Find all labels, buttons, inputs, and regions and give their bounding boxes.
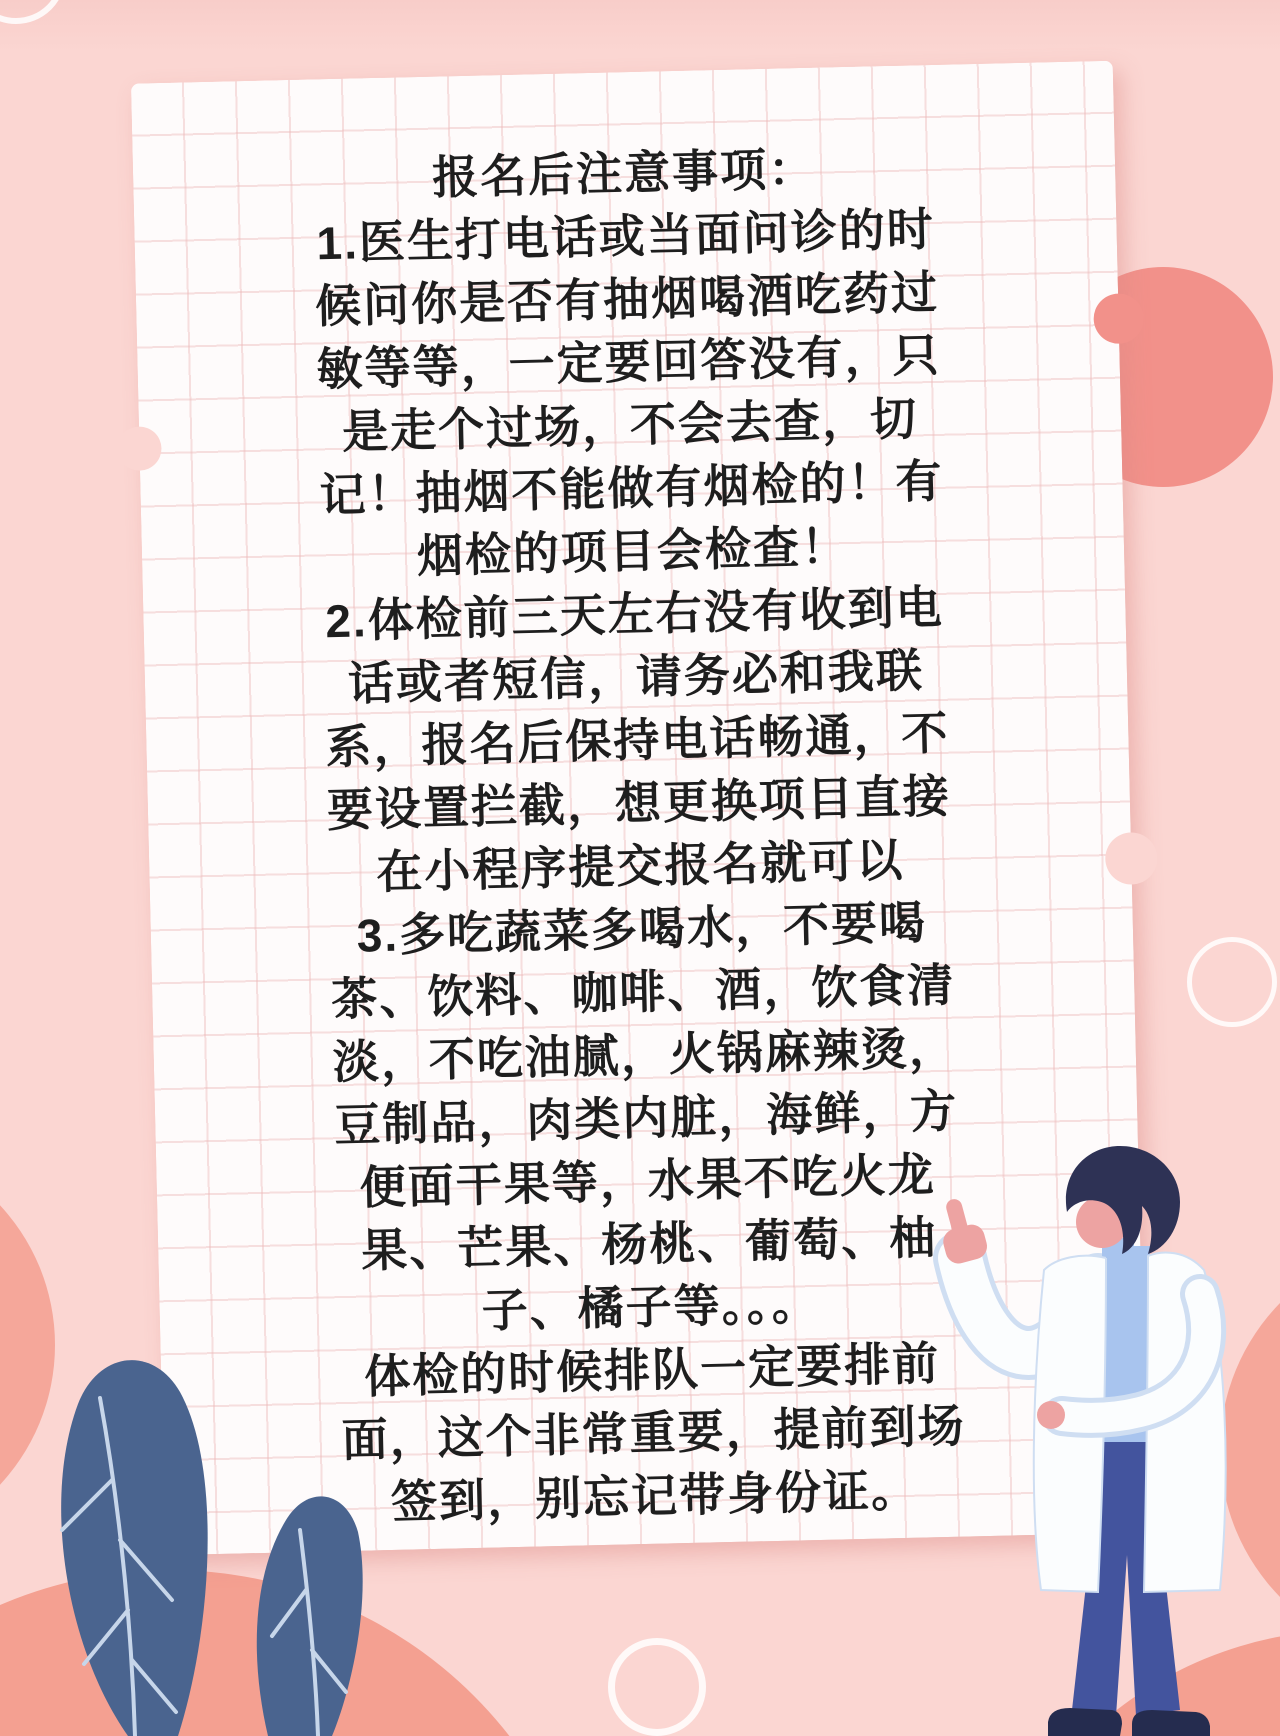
notice-line: 体检的时候排队一定要排前 bbox=[363, 1337, 941, 1403]
notice-line: 茶、饮料、咖啡、酒，饮食清 bbox=[330, 958, 956, 1026]
ring-circle-icon bbox=[1187, 937, 1277, 1027]
notice-line: 豆制品，肉类内脏，海鲜，方 bbox=[333, 1084, 959, 1152]
notice-line: 面，这个非常重要，提前到场 bbox=[341, 1399, 967, 1467]
shoe-left bbox=[1048, 1708, 1122, 1736]
notice-line: 在小程序提交报名就可以 bbox=[375, 833, 905, 899]
notice-title: 报名后注意事项： bbox=[431, 142, 817, 204]
ring-circle-icon bbox=[0, 0, 66, 24]
notice-line: 果、芒果、杨桃、葡萄、柚 bbox=[360, 1211, 938, 1277]
doctor-illustration bbox=[900, 1140, 1280, 1736]
notice-line: 签到，别忘记带身份证。 bbox=[390, 1463, 920, 1528]
notice-line: 淡，不吃油腻，火锅麻辣烫， bbox=[332, 1021, 958, 1089]
card-notch bbox=[1105, 832, 1158, 885]
notice-line: 候问你是否有抽烟喝酒吃药过 bbox=[314, 265, 940, 333]
ring-circle-icon bbox=[608, 1638, 706, 1736]
notice-line: 1.医生打电话或当面问诊的时 bbox=[315, 202, 936, 270]
card-notch bbox=[117, 426, 162, 471]
notice-line: 敏等等，一定要回答没有，只 bbox=[316, 328, 942, 396]
notice-line: 子、橘子等。。。 bbox=[481, 1276, 821, 1337]
notice-line: 2.体检前三天左右没有收到电 bbox=[324, 580, 945, 648]
shoe-right bbox=[1132, 1710, 1210, 1736]
notice-line: 3.多吃蔬菜多喝水，不要喝 bbox=[356, 896, 928, 962]
folded-hand bbox=[1037, 1401, 1065, 1429]
notice-line: 烟检的项目会检查！ bbox=[416, 520, 850, 583]
notice-line: 系，报名后保持电话畅通，不 bbox=[324, 706, 950, 774]
notice-line: 话或者短信，请务必和我联 bbox=[347, 644, 925, 710]
notice-line: 记！抽烟不能做有烟检的！有 bbox=[318, 454, 945, 522]
notice-line: 便面干果等，水果不吃火龙 bbox=[359, 1148, 937, 1214]
leaf-illustration bbox=[0, 1300, 400, 1736]
notice-line: 要设置拦截，想更换项目直接 bbox=[326, 769, 952, 837]
notice-line: 是走个过场，不会去查，切 bbox=[341, 392, 919, 458]
